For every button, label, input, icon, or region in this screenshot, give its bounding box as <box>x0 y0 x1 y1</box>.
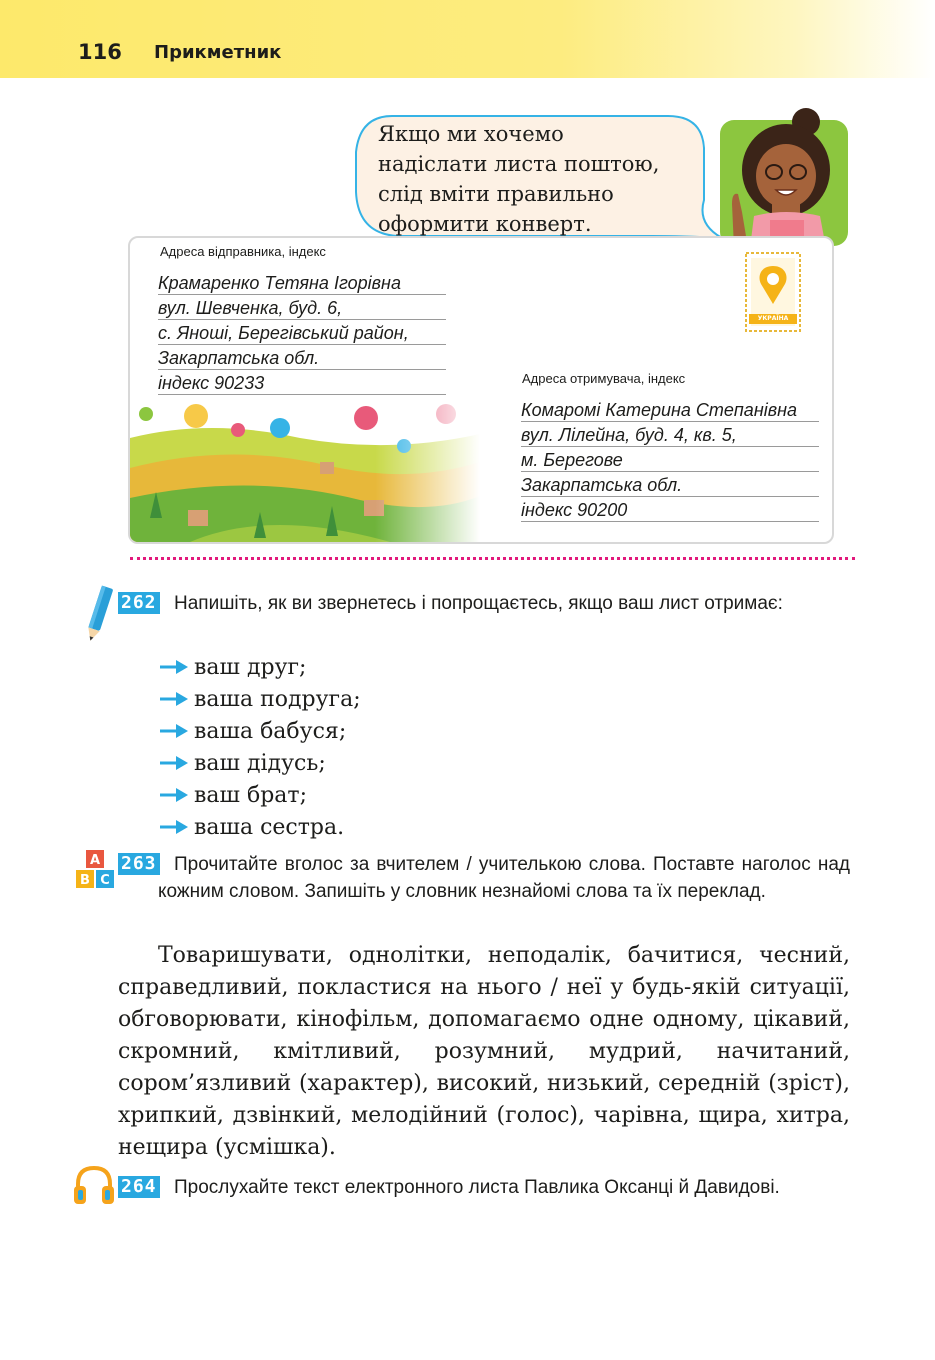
exercise-263-text: Прочитайте вголос за вчителем / учителькою слова. Поставте наголос над кожним словом. Запишіть у словник незнайомі слова та їх переклад. <box>158 854 850 902</box>
exercise-number-262: 262 <box>118 592 160 614</box>
sender-address <box>158 270 446 395</box>
exercise-262-list <box>158 651 361 843</box>
svg-text:A: A <box>89 853 101 868</box>
list-item-text: ваша сестра. <box>194 814 345 840</box>
girl-illustration <box>720 108 848 248</box>
page-number: 116 <box>78 40 122 64</box>
list-item <box>158 811 361 843</box>
chapter-title: Прикметник <box>154 42 282 63</box>
landscape-illustration <box>130 388 480 542</box>
sender-line: Закарпатська обл. <box>158 345 446 370</box>
list-item <box>158 779 361 811</box>
exercise-262-text: Напишіть, як ви звернетесь і попрощаєтесь, якщо ваш лист отримає: <box>174 593 783 614</box>
arrow-right-icon <box>158 689 190 709</box>
exercise-number-263: 263 <box>118 853 160 875</box>
recipient-line: м. Берегове <box>521 447 819 472</box>
sender-line: Крамаренко Тетяна Ігорівна <box>158 270 446 295</box>
speech-bubble-text <box>378 119 708 239</box>
word-list: Товаришувати, однолітки, неподалік, бачитися, чесний, справедливий, покластися на нього / неї у будь-якій ситуації, обговорювати, кінофільм, допомагаємо одне одному, цікавий, скромний, кмітливий, розумний, мудрий, начитаний, сором’язливий (характер), високий, низький, середній (зріст), хрипкий, дзвінкий, мелодійний (голос), чарівна, щира, хитра, нещира (усмішка). <box>118 943 850 1160</box>
recipient-line: Комаромі Катерина Степанівна <box>521 397 819 422</box>
arrow-right-icon <box>158 785 190 805</box>
sender-line: вул. Шевченка, буд. 6, <box>158 295 446 320</box>
list-item <box>158 747 361 779</box>
bubble-line: надіслати листа поштою, <box>378 152 660 176</box>
recipient-line: Закарпатська обл. <box>521 472 819 497</box>
list-item-text: ваш брат; <box>194 782 307 808</box>
bubble-line: оформити конверт. <box>378 212 592 236</box>
stamp-text: УКРАЇНА <box>757 315 789 322</box>
bubble-line: слід вміти правильно <box>378 182 614 206</box>
exercise-number-264: 264 <box>118 1176 160 1198</box>
arrow-right-icon <box>158 657 190 677</box>
section-divider <box>130 557 855 560</box>
arrow-right-icon <box>158 721 190 741</box>
svg-text:C: C <box>100 873 110 888</box>
list-item <box>158 651 361 683</box>
recipient-address <box>521 397 819 522</box>
page-header <box>0 0 935 78</box>
svg-text:B: B <box>80 873 90 888</box>
pencil-icon <box>84 584 114 644</box>
list-item <box>158 715 361 747</box>
list-item-text: ваш друг; <box>194 654 307 680</box>
postage-stamp <box>745 252 801 332</box>
exercise-263-words <box>118 940 850 1164</box>
sender-line: індекс 90233 <box>158 370 446 395</box>
list-item <box>158 683 361 715</box>
list-item-text: ваша бабуся; <box>194 718 347 744</box>
arrow-right-icon <box>158 753 190 773</box>
recipient-line: вул. Лілейна, буд. 4, кв. 5, <box>521 422 819 447</box>
arrow-right-icon <box>158 817 190 837</box>
abc-blocks-icon <box>76 850 118 890</box>
recipient-line: індекс 90200 <box>521 497 819 522</box>
headphones-icon <box>72 1162 116 1206</box>
recipient-label: Адреса отримувача, індекс <box>522 371 686 386</box>
list-item-text: ваш дідусь; <box>194 750 326 776</box>
sender-label: Адреса відправника, індекс <box>160 244 326 259</box>
list-item-text: ваша подруга; <box>194 686 361 712</box>
envelope <box>128 236 834 544</box>
exercise-264-text: Прослухайте текст електронного листа Павлика Оксанці й Давидові. <box>174 1177 780 1198</box>
bubble-line: Якщо ми хочемо <box>378 122 564 146</box>
sender-line: с. Яноші, Берегівський район, <box>158 320 446 345</box>
